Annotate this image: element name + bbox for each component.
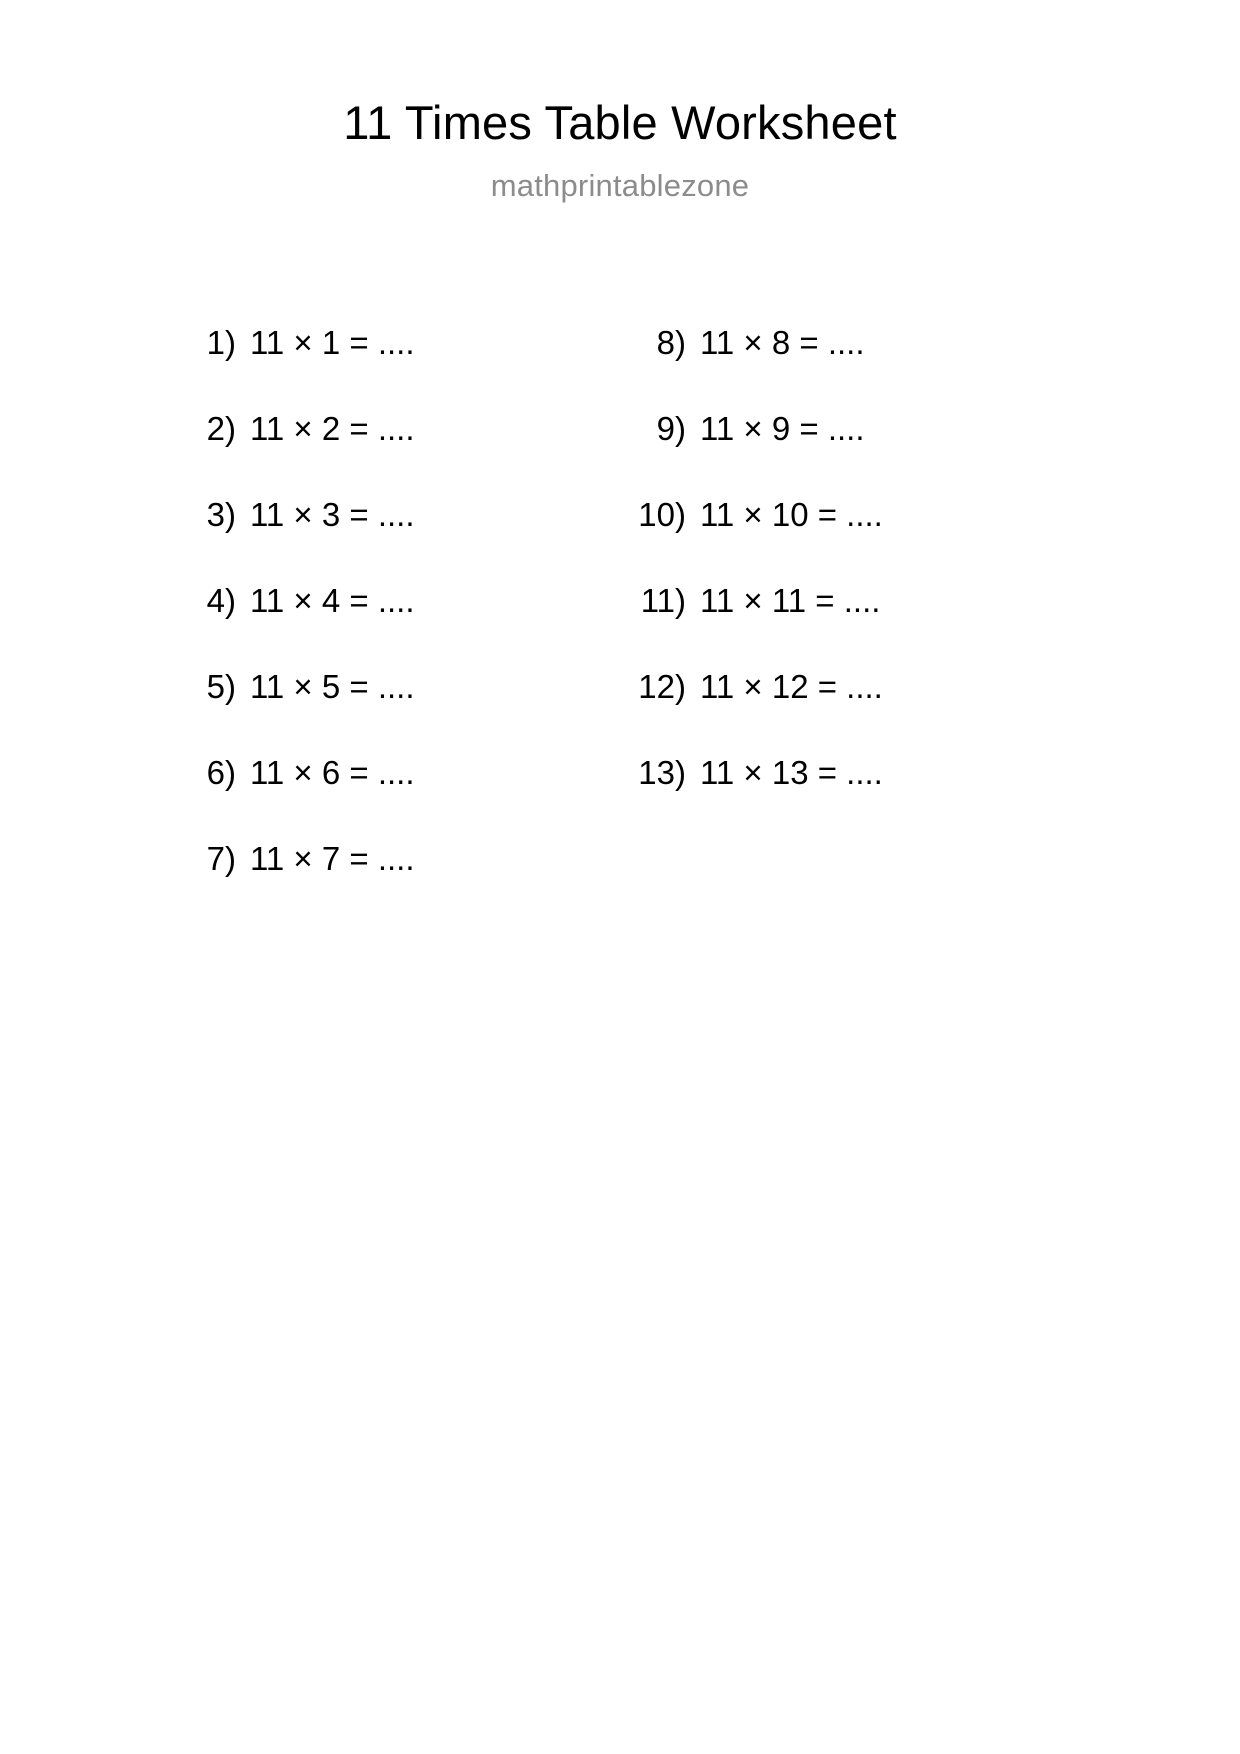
page-subtitle: mathprintablezone bbox=[490, 168, 750, 203]
problem-item bbox=[626, 386, 1076, 472]
problem-expression: 11 × 7 = .... bbox=[250, 840, 415, 877]
problem-item bbox=[176, 300, 626, 386]
problem-expression: 11 × 3 = .... bbox=[250, 496, 415, 533]
problem-item bbox=[176, 730, 626, 816]
problem-item bbox=[176, 386, 626, 472]
problem-expression: 11 × 2 = .... bbox=[250, 410, 415, 447]
problem-item bbox=[626, 300, 1076, 386]
problem-number: 10) bbox=[638, 496, 686, 533]
problem-number: 11) bbox=[640, 582, 686, 619]
problem-item bbox=[626, 558, 1076, 644]
problem-expression: 11 × 13 = .... bbox=[700, 754, 883, 791]
problem-item bbox=[626, 644, 1076, 730]
problem-number: 6) bbox=[206, 754, 236, 791]
problem-expression: 11 × 10 = .... bbox=[700, 496, 883, 533]
problems-column-left bbox=[176, 300, 626, 902]
problem-expression: 11 × 9 = .... bbox=[700, 410, 865, 447]
problem-number: 3) bbox=[206, 496, 236, 533]
problem-item bbox=[176, 558, 626, 644]
problem-number: 1) bbox=[206, 324, 236, 361]
problem-item bbox=[626, 472, 1076, 558]
problems-container bbox=[0, 300, 1240, 902]
problem-number: 4) bbox=[206, 582, 236, 619]
page-title: 11 Times Table Worksheet bbox=[343, 96, 897, 149]
problem-number: 12) bbox=[638, 668, 686, 705]
problem-number: 2) bbox=[206, 410, 236, 447]
problem-expression: 11 × 4 = .... bbox=[250, 582, 415, 619]
problem-expression: 11 × 12 = .... bbox=[700, 668, 883, 705]
problem-expression: 11 × 8 = .... bbox=[700, 324, 865, 361]
problem-item bbox=[626, 730, 1076, 816]
problem-expression: 11 × 6 = .... bbox=[250, 754, 415, 791]
problem-number: 9) bbox=[656, 410, 686, 447]
problem-item bbox=[176, 816, 626, 902]
problem-expression: 11 × 11 = .... bbox=[700, 582, 881, 619]
problem-number: 13) bbox=[638, 754, 686, 791]
problem-expression: 11 × 1 = .... bbox=[250, 324, 415, 361]
problems-column-right bbox=[626, 300, 1076, 816]
problem-expression: 11 × 5 = .... bbox=[250, 668, 415, 705]
problem-item bbox=[176, 644, 626, 730]
problem-number: 5) bbox=[206, 668, 236, 705]
problem-number: 7) bbox=[206, 840, 236, 877]
problem-number: 8) bbox=[656, 324, 686, 361]
problem-item bbox=[176, 472, 626, 558]
